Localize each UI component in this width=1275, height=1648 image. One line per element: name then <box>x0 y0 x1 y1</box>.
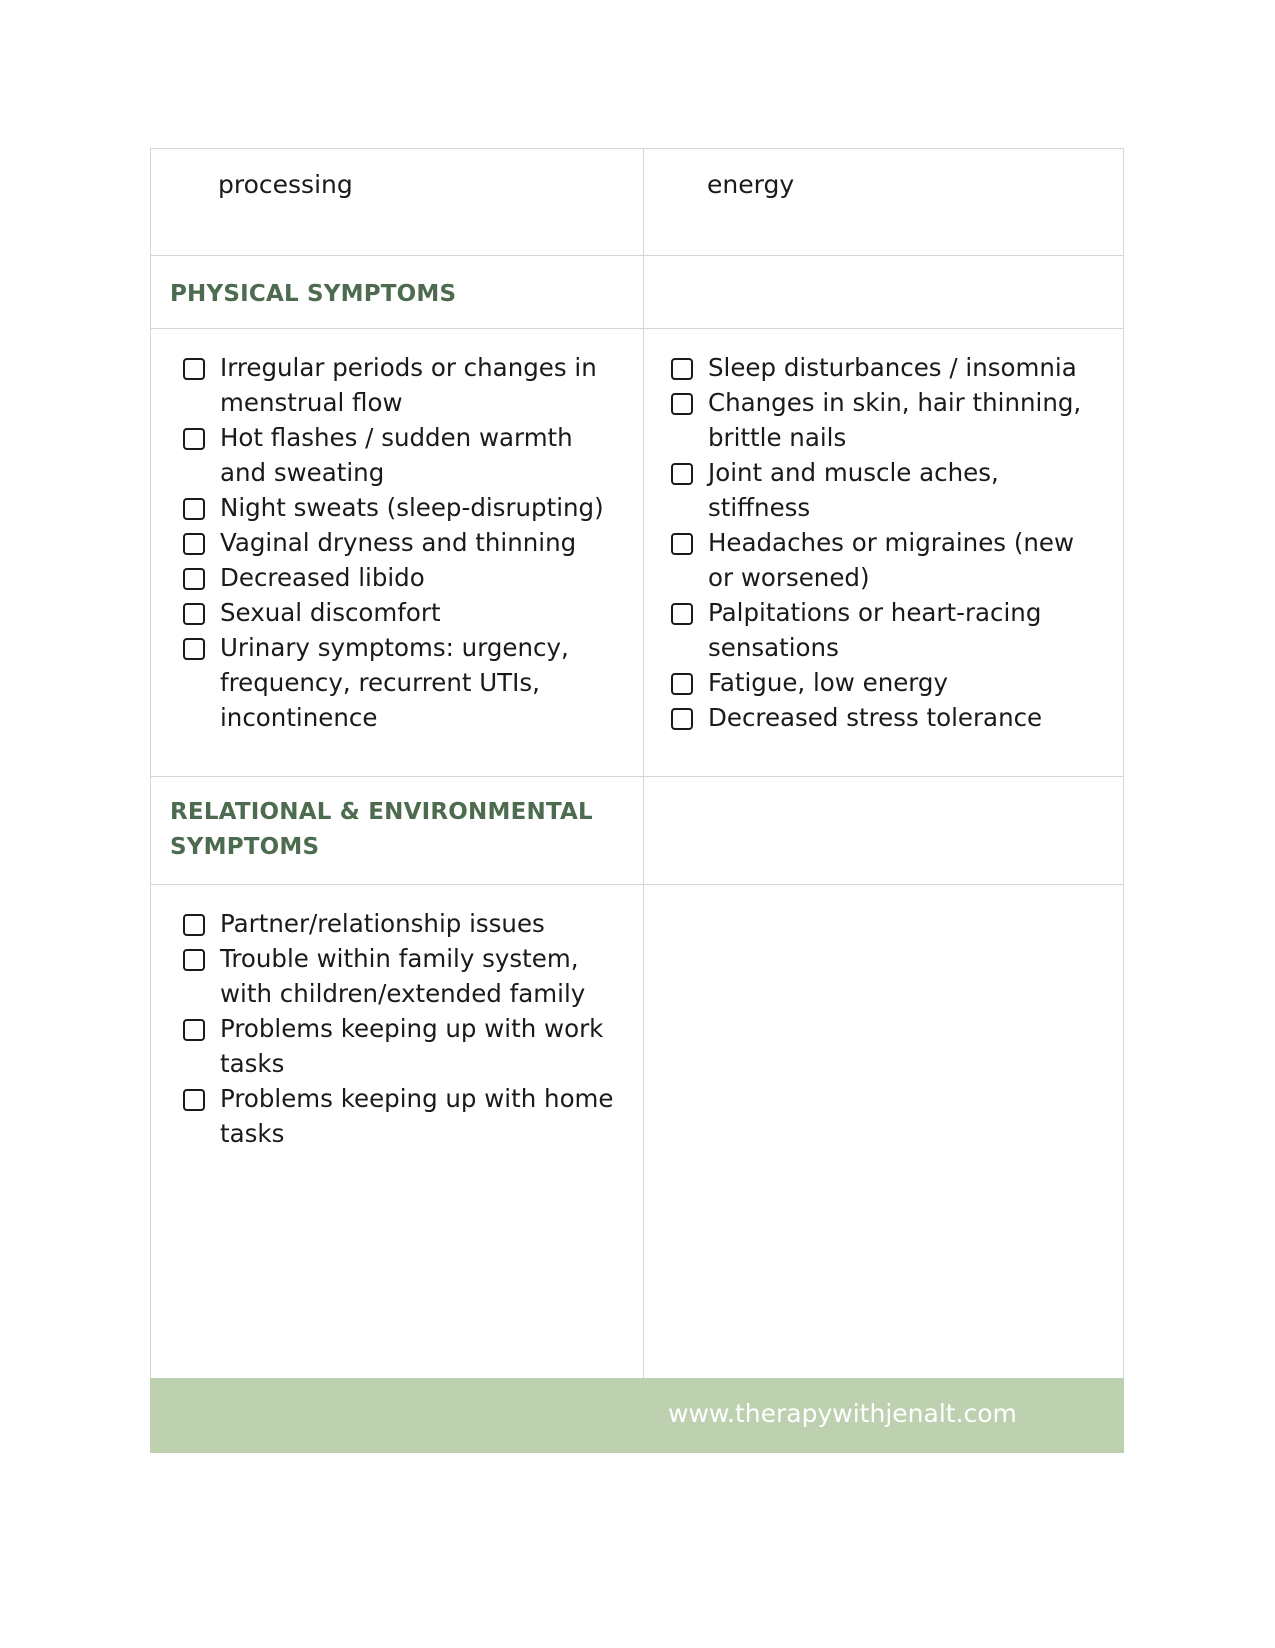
checklist-item-label: Hot flashes / sudden warmth and sweating <box>220 423 573 487</box>
checklist-item-label: Problems keeping up with home tasks <box>220 1084 614 1148</box>
checkbox[interactable] <box>671 533 693 555</box>
continued-text-left: processing <box>218 170 353 199</box>
checklist-item-label: Palpitations or heart-racing sensations <box>708 598 1042 662</box>
checklist-item-label: Fatigue, low energy <box>708 668 948 697</box>
checklist-item-label: Night sweats (sleep-disrupting) <box>220 493 604 522</box>
checklist-item-label: Sexual discomfort <box>220 598 441 627</box>
checklist-item <box>658 700 1098 735</box>
checklist-item <box>170 906 625 941</box>
checklist-item-label: Headaches or migraines (new or worsened) <box>708 528 1075 592</box>
relational-environmental-heading: RELATIONAL & ENVIRONMENTAL SYMPTOMS <box>170 799 593 860</box>
checkbox[interactable] <box>183 1089 205 1111</box>
checkbox[interactable] <box>183 1019 205 1041</box>
row-divider <box>150 884 1124 885</box>
checklist-item <box>658 665 1098 700</box>
checklist-item <box>170 1081 625 1151</box>
checklist-item <box>170 350 625 420</box>
checkbox[interactable] <box>183 428 205 450</box>
checklist-item <box>170 595 625 630</box>
checklist-item <box>658 385 1098 455</box>
column-divider <box>643 148 644 1378</box>
checkbox[interactable] <box>183 914 205 936</box>
checklist-item <box>658 455 1098 525</box>
checklist-item-label: Irregular periods or changes in menstrual flow <box>220 353 597 417</box>
checkbox[interactable] <box>671 463 693 485</box>
checklist-item-label: Sleep disturbances / insomnia <box>708 353 1077 382</box>
checklist-item-label: Vaginal dryness and thinning <box>220 528 577 557</box>
checklist-item <box>170 490 625 525</box>
physical-symptoms-heading: PHYSICAL SYMPTOMS <box>170 281 457 307</box>
checklist-item <box>658 525 1098 595</box>
physical-symptoms-list-left <box>170 350 625 735</box>
checkbox[interactable] <box>671 708 693 730</box>
checkbox[interactable] <box>183 533 205 555</box>
checkbox[interactable] <box>671 393 693 415</box>
checklist-item-label: Decreased libido <box>220 563 425 592</box>
relational-symptoms-list <box>170 906 625 1151</box>
checklist-item-label: Urinary symptoms: urgency, frequency, recurrent UTIs, incontinence <box>220 633 569 732</box>
checklist-item <box>170 1011 625 1081</box>
checklist-item-label: Problems keeping up with work tasks <box>220 1014 604 1078</box>
footer-band <box>150 1378 1124 1453</box>
checkbox[interactable] <box>183 358 205 380</box>
checklist-item <box>170 560 625 595</box>
checkbox[interactable] <box>183 603 205 625</box>
checkbox[interactable] <box>671 603 693 625</box>
checklist-item-label: Decreased stress tolerance <box>708 703 1043 732</box>
checkbox[interactable] <box>183 949 205 971</box>
row-divider <box>150 255 1124 256</box>
checkbox[interactable] <box>671 673 693 695</box>
row-divider <box>150 328 1124 329</box>
checklist-item <box>658 350 1098 385</box>
checklist-item-label: Joint and muscle aches, stiffness <box>708 458 999 522</box>
checklist-item <box>658 595 1098 665</box>
checkbox[interactable] <box>671 358 693 380</box>
checklist-item-label: Partner/relationship issues <box>220 909 545 938</box>
checklist-item-label: Changes in skin, hair thinning, brittle nails <box>708 388 1082 452</box>
checkbox[interactable] <box>183 568 205 590</box>
physical-symptoms-list-right <box>658 350 1098 735</box>
checklist-item <box>170 525 625 560</box>
checklist-item <box>170 420 625 490</box>
continued-text-right: energy <box>707 170 795 199</box>
checklist-item <box>170 941 625 1011</box>
checkbox[interactable] <box>183 498 205 520</box>
checklist-item <box>170 630 625 735</box>
checkbox[interactable] <box>183 638 205 660</box>
checklist-item-label: Trouble within family system, with children/extended family <box>220 944 586 1008</box>
row-divider <box>150 776 1124 777</box>
website-link[interactable]: www.therapywithjenalt.com <box>668 1399 1017 1428</box>
